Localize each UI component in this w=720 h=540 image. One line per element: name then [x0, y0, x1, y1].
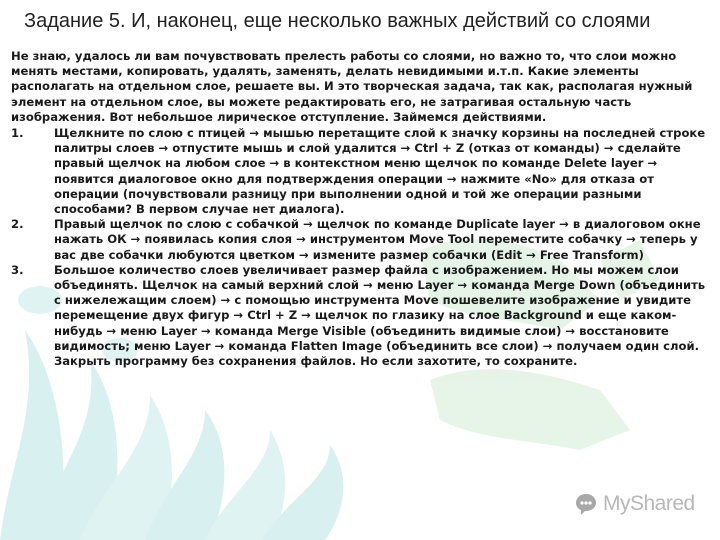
steps-list — [11, 126, 707, 354]
slide-title: Задание 5. И, наконец, еще несколько важных действий со слоями — [24, 10, 651, 32]
step-number: 2. — [11, 217, 24, 232]
myshared-logo-icon — [573, 491, 599, 517]
logo-text: MyShared — [603, 492, 695, 515]
slide-body — [11, 49, 707, 369]
step-number: 1. — [11, 126, 24, 141]
step-text: Большое количество слоев увеличивает размер файла с изображением. Но мы можем слои объединять. Щелчок на самый верхний слой → меню Layer → команда Merge Down (объединить с нижележащим слоем) → с помощью инструмента Move пошевелите изображение и увидите перемещение двух фигур → Ctrl + Z → щелчок по глазику на слое Background и еще каком-нибудь → меню Layer → команда Merge Visible (объединить видимые слои) → восстановите видимость; меню Layer → команда Flatten Image (объединить все слои) → получаем один слой. — [54, 262, 706, 353]
step-number: 3. — [11, 262, 24, 277]
step-text: Щелкните по слою с птицей → мышью перетащите слой к значку корзины на последней строке палитры слоев → отпустите мышь и слой удалится → Ctrl + Z (отказ от команды) → сделайте правый щелчок на любом слое → в контекстном меню щелчок по команде Delete layer → появится диалоговое окно для подтверждения операции → нажмите «No» для отказа от операции (почувствовали разницу при выполнении одной и той же операции разными способами? В первом случае нет диалога). — [54, 126, 706, 217]
list-item — [11, 263, 707, 354]
intro-paragraph: Не знаю, удалось ли вам почувствовать прелесть работы со слоями, но важно то, что слои можно менять местами, копировать, удалять, заменять, делать невидимыми и.т.п. Какие элементы располагать на отдельном слое, решаете вы. И это творческая задача, так как, располагая нужный элемент на отдельном слое, вы можете редактировать его, не затрагивая остальную часть изображения. Вот небольшое лирическое отступление. Займемся действиями. — [11, 49, 693, 124]
myshared-logo — [573, 491, 695, 517]
closing-line: Закрыть программу без сохранения файлов. Но если захотите, то сохраните. — [54, 354, 578, 369]
list-item — [11, 126, 707, 217]
step-text: Правый щелчок по слою с собачкой → щелчок по команде Duplicate layer → в диалоговом окне нажать ОК → появилась копия слоя → инструментом Move Tool переместите собачку → теперь у вас две собачки любуются цветком → измените размер собачки (Edit → Free Transform) — [54, 217, 701, 262]
list-item — [11, 217, 707, 263]
